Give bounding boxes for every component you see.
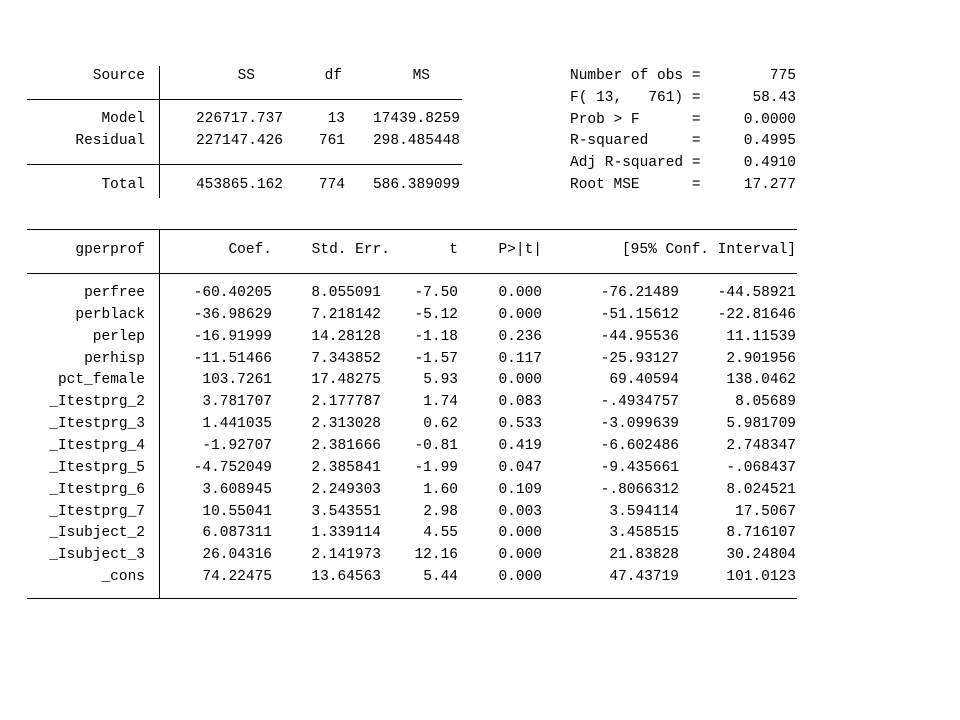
- coef-row-se: 8.055091: [311, 285, 381, 301]
- coef-row-coef: 74.22475: [202, 569, 272, 586]
- stat-value: 0.4910: [743, 155, 796, 172]
- coef-row-t: 4.55: [423, 525, 458, 542]
- coef-row-ci-low: 69.40594: [609, 372, 679, 389]
- coef-row-p: 0.000: [498, 372, 542, 389]
- coef-row-ci-low: -.8066312: [600, 481, 679, 498]
- coef-row-t: -1.57: [414, 350, 458, 367]
- anova-row-ss: 227147.426: [195, 133, 283, 149]
- coef-row-coef: -1.92707: [202, 437, 272, 454]
- coef-header-ci: [95% Conf. Interval]: [621, 242, 796, 258]
- coef-row-ci-low: 3.458515: [609, 525, 679, 542]
- anova-row-ms: 298.485448: [372, 133, 460, 149]
- stat-label: Root MSE =: [570, 177, 701, 193]
- coef-row-t: -1.99: [414, 459, 458, 476]
- coef-row-var: _cons: [101, 569, 145, 586]
- stat-label: Number of obs =: [570, 68, 701, 84]
- coef-row-p: 0.000: [498, 569, 542, 586]
- coef-row-ci-high: 8.05689: [735, 394, 796, 411]
- coef-row-se: 2.249303: [311, 481, 381, 498]
- coef-row-se: 2.141973: [311, 547, 381, 564]
- coef-row-ci-low: 3.594114: [609, 503, 679, 520]
- coef-row-se: 2.385841: [311, 459, 381, 476]
- coef-row-p: 0.000: [498, 285, 542, 301]
- anova-total-source: Total: [101, 177, 145, 193]
- coef-row-ci-high: 101.0123: [726, 569, 796, 586]
- coef-top-rule: [27, 229, 797, 230]
- coef-row-se: 2.381666: [311, 437, 381, 454]
- coef-row-se: 3.543551: [311, 503, 381, 520]
- coef-row-coef: 10.55041: [202, 503, 272, 520]
- coef-row-var: perblack: [75, 306, 145, 323]
- coef-header-var: gperprof: [75, 242, 145, 258]
- coef-row-ci-high: 8.716107: [726, 525, 796, 542]
- anova-header-ms: MS: [412, 68, 430, 84]
- coef-row-coef: -11.51466: [193, 350, 272, 367]
- coef-row-se: 7.343852: [311, 350, 381, 367]
- coef-row-se: 17.48275: [311, 372, 381, 389]
- coef-divider: [159, 229, 160, 598]
- coef-row-se: 13.64563: [311, 569, 381, 586]
- coef-row-var: _Itestprg_6: [49, 481, 145, 498]
- anova-row-ss: 226717.737: [195, 111, 283, 127]
- stat-label: Prob > F =: [570, 111, 701, 128]
- coef-row-p: 0.083: [498, 394, 542, 411]
- coef-row-ci-high: 2.901956: [726, 350, 796, 367]
- coef-row-p: 0.003: [498, 503, 542, 520]
- coef-row-p: 0.109: [498, 481, 542, 498]
- coef-row-p: 0.000: [498, 547, 542, 564]
- coef-row-ci-high: -.068437: [726, 459, 796, 476]
- coef-row-t: 12.16: [414, 547, 458, 564]
- coef-row-p: 0.000: [498, 525, 542, 542]
- coef-row-t: 5.44: [423, 569, 458, 586]
- coef-row-t: 0.62: [423, 416, 458, 433]
- coef-row-var: _Isubject_3: [49, 547, 145, 564]
- stat-label: F( 13, 761) =: [570, 89, 701, 106]
- coef-row-ci-high: 138.0462: [726, 372, 796, 389]
- coef-row-coef: 1.441035: [202, 416, 272, 433]
- coef-header-p: P>|t|: [498, 242, 542, 258]
- coef-row-ci-high: 11.11539: [726, 328, 796, 345]
- coef-row-ci-low: -44.95536: [600, 328, 679, 345]
- coef-row-ci-low: -9.435661: [600, 459, 679, 476]
- coef-row-var: _Itestprg_4: [49, 437, 145, 454]
- coef-row-p: 0.236: [498, 328, 542, 345]
- stat-value: 0.4995: [743, 133, 796, 150]
- coef-bottom-rule: [27, 598, 797, 599]
- stat-label: R-squared =: [570, 133, 701, 150]
- anova-row-source: Model: [101, 111, 145, 127]
- coef-row-ci-low: -76.21489: [600, 285, 679, 301]
- coef-row-coef: 3.781707: [202, 394, 272, 411]
- anova-header-ss: SS: [237, 68, 255, 84]
- coef-row-p: 0.047: [498, 459, 542, 476]
- coef-row-ci-high: 30.24804: [726, 547, 796, 564]
- coef-row-coef: 26.04316: [202, 547, 272, 564]
- coef-row-t: -5.12: [414, 306, 458, 323]
- coef-header-coef: Coef.: [228, 242, 272, 258]
- coef-row-ci-low: 21.83828: [609, 547, 679, 564]
- coef-row-ci-high: 17.5067: [735, 503, 796, 520]
- coef-row-var: perfree: [84, 285, 145, 301]
- coef-row-ci-high: 2.748347: [726, 437, 796, 454]
- anova-divider: [159, 66, 160, 198]
- coef-row-se: 1.339114: [311, 525, 381, 542]
- coef-row-t: -0.81: [414, 437, 458, 454]
- anova-row-df: 761: [318, 133, 345, 149]
- stat-value: 0.0000: [743, 111, 796, 128]
- anova-row-source: Residual: [75, 133, 145, 149]
- coef-row-coef: -4.752049: [193, 459, 272, 476]
- coef-row-coef: 3.608945: [202, 481, 272, 498]
- coef-row-se: 14.28128: [311, 328, 381, 345]
- coef-row-ci-low: -25.93127: [600, 350, 679, 367]
- coef-row-coef: 6.087311: [202, 525, 272, 542]
- coef-row-var: perhisp: [84, 350, 145, 367]
- coef-row-ci-high: -22.81646: [717, 306, 796, 323]
- coef-row-t: -1.18: [414, 328, 458, 345]
- coef-row-se: 7.218142: [311, 306, 381, 323]
- coef-row-se: 2.313028: [311, 416, 381, 433]
- coef-header-rule: [27, 273, 797, 274]
- coef-row-p: 0.000: [498, 306, 542, 323]
- coef-row-ci-low: -51.15612: [600, 306, 679, 323]
- coef-row-ci-high: -44.58921: [717, 285, 796, 301]
- stat-value: 17.277: [743, 177, 796, 193]
- coef-row-t: 5.93: [423, 372, 458, 389]
- anova-header-df: df: [324, 68, 342, 84]
- coef-row-coef: -16.91999: [193, 328, 272, 345]
- stat-label: Adj R-squared =: [570, 155, 701, 172]
- anova-header-rule: [27, 99, 462, 100]
- stat-value: 775: [769, 68, 796, 84]
- coef-row-var: _Itestprg_3: [49, 416, 145, 433]
- coef-row-coef: -36.98629: [193, 306, 272, 323]
- coef-row-coef: -60.40205: [193, 285, 272, 301]
- anova-total-ms: 586.389099: [372, 177, 460, 193]
- coef-header-se: Std. Err.: [311, 242, 390, 258]
- coef-row-p: 0.419: [498, 437, 542, 454]
- coef-row-var: _Itestprg_7: [49, 503, 145, 520]
- coef-row-p: 0.533: [498, 416, 542, 433]
- coef-row-ci-low: 47.43719: [609, 569, 679, 586]
- anova-row-df: 13: [327, 111, 345, 127]
- stat-value: 58.43: [752, 89, 796, 106]
- anova-row-ms: 17439.8259: [372, 111, 460, 127]
- anova-total-rule: [27, 164, 462, 165]
- coef-row-var: _Isubject_2: [49, 525, 145, 542]
- coef-row-ci-high: 5.981709: [726, 416, 796, 433]
- anova-total-ss: 453865.162: [195, 177, 283, 193]
- coef-row-var: perlep: [92, 328, 145, 345]
- anova-total-df: 774: [318, 177, 345, 193]
- coef-row-ci-low: -.4934757: [600, 394, 679, 411]
- coef-row-se: 2.177787: [311, 394, 381, 411]
- anova-header-source: Source: [92, 68, 145, 84]
- coef-row-ci-low: -3.099639: [600, 416, 679, 433]
- coef-row-var: _Itestprg_2: [49, 394, 145, 411]
- coef-row-t: 1.60: [423, 481, 458, 498]
- coef-header-t: t: [449, 242, 458, 258]
- coef-row-ci-low: -6.602486: [600, 437, 679, 454]
- coef-row-p: 0.117: [498, 350, 542, 367]
- coef-row-var: _Itestprg_5: [49, 459, 145, 476]
- coef-row-var: pct_female: [57, 372, 145, 389]
- coef-row-t: -7.50: [414, 285, 458, 301]
- coef-row-coef: 103.7261: [202, 372, 272, 389]
- coef-row-t: 1.74: [423, 394, 458, 411]
- coef-row-ci-high: 8.024521: [726, 481, 796, 498]
- coef-row-t: 2.98: [423, 503, 458, 520]
